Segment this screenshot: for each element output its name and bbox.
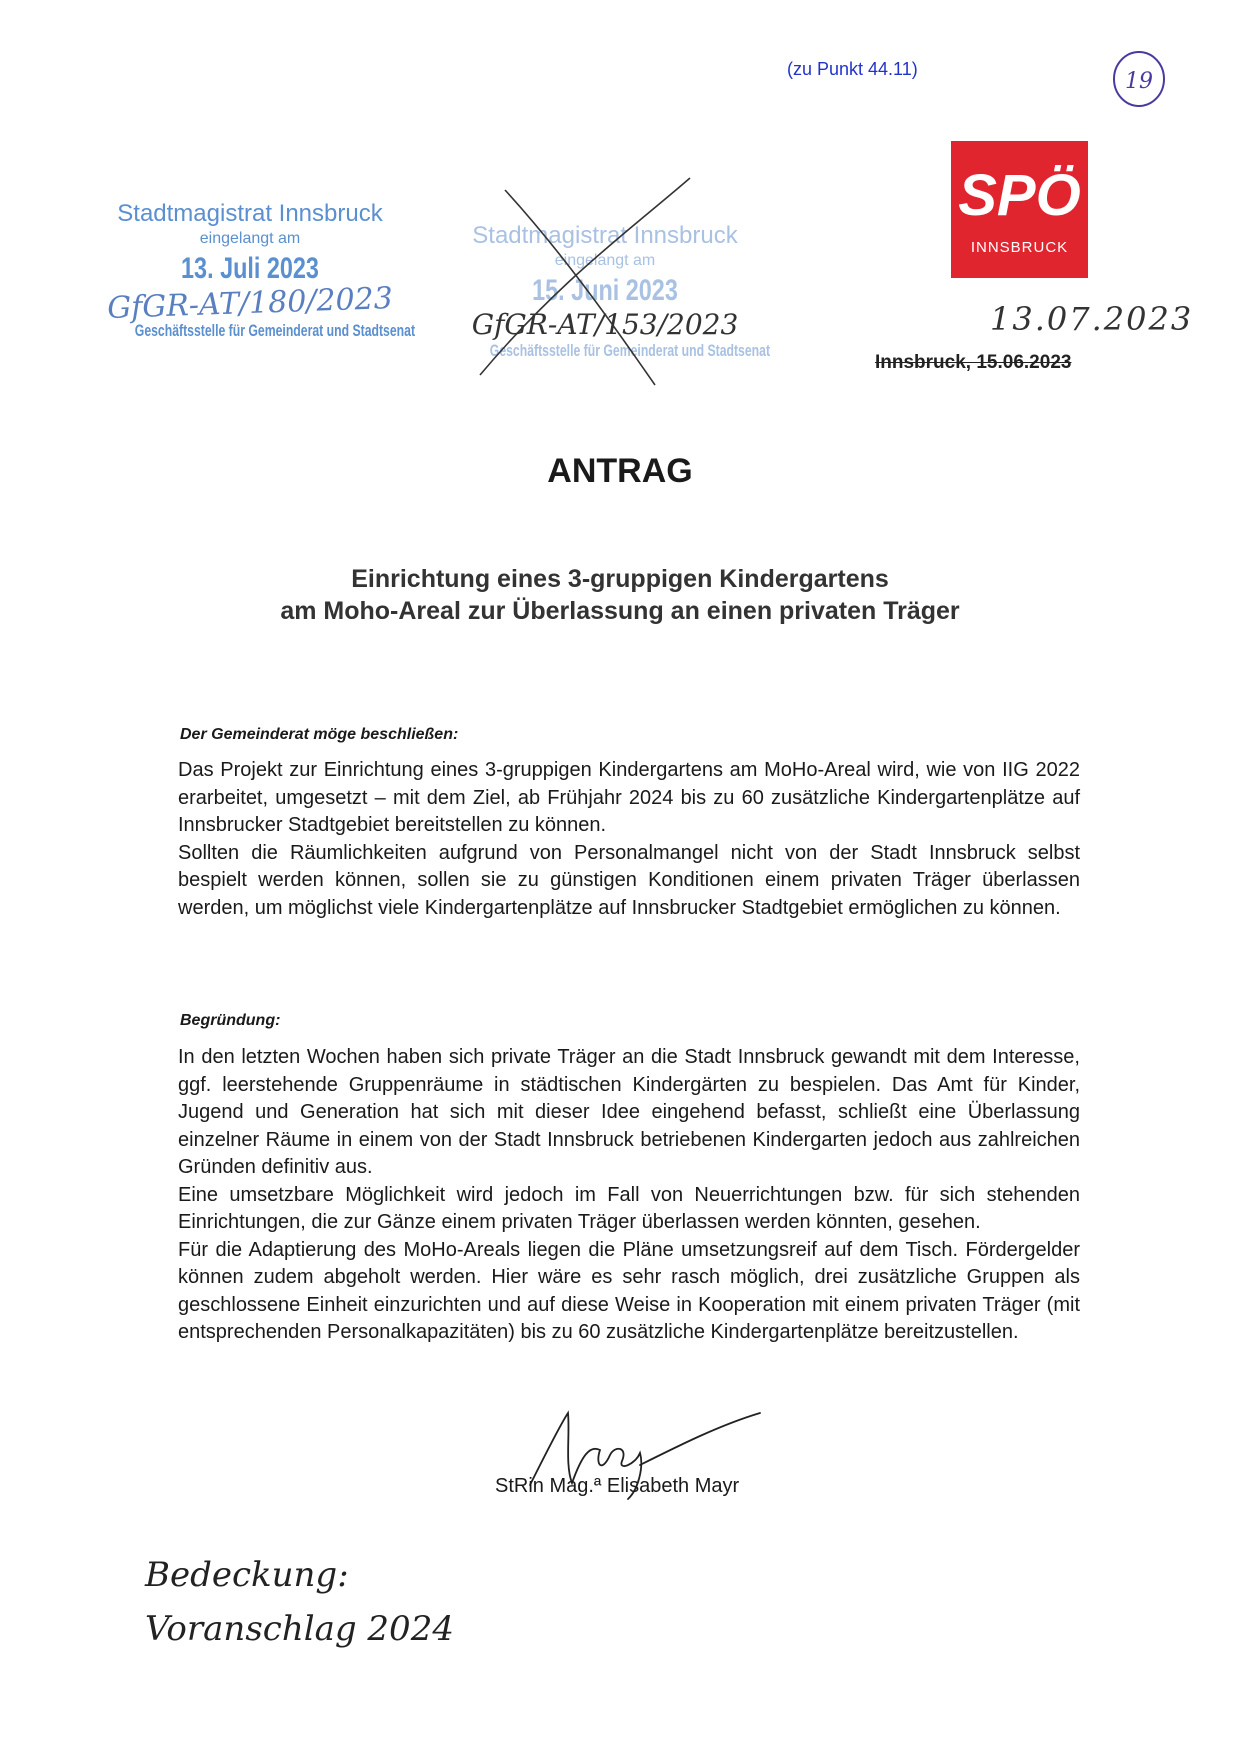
stamp-footer: Geschäftsstelle für Gemeinderat und Stadtsenat (489, 341, 771, 360)
motion-paragraph-2: Sollten die Räumlichkeiten aufgrund von Personalmangel nicht von der Stadt Innsbruck selbst bespielt werden können, sollen sie zu günstigen Konditionen einem privaten Träger überlassen werden, um möglichst viele Kindergartenplätze auf Innsbrucker Stadtgebiet ermöglichen zu können. (178, 841, 1080, 919)
document-subtitle-line1: Einrichtung eines 3-gruppigen Kindergartens (351, 565, 889, 593)
printed-date-struck: Innsbruck, 15.06.2023 (875, 352, 1072, 373)
cross-out-mark (450, 170, 710, 390)
logo-subtext: INNSBRUCK (970, 239, 1069, 256)
stamp-date: 15. Juni 2023 (532, 274, 678, 307)
logo-text: SPÖ (958, 163, 1081, 228)
reason-paragraph-1: In den letzten Wochen haben sich private Träger an die Stadt Innsbruck gewandt mit dem Interesse, ggf. leerstehende Gruppenräume in städtischen Kindergärten zu bespielen. Das Amt für Kinder, Jugend und Generation hat sich mit dieser Idee eingehend befasst, schließt eine Überlassung einzelner Räume in einem von der Stadt Innsbruck betriebenen Kindergarten jedoch aus zahlreichen Gründen definitiv aus. (178, 1046, 1080, 1178)
document-subtitle-line2: am Moho-Areal zur Überlassung an einen privaten Träger (280, 597, 960, 625)
stamp-subtitle: eingelangt am (554, 252, 656, 269)
stamp-date: 13. Juli 2023 (181, 252, 319, 285)
signer-name: StRin Mag.ª Elisabeth Mayr (495, 1475, 740, 1497)
reason-paragraph-3: Für die Adaptierung des MoHo-Areals liegen die Pläne umsetzungsreif auf dem Tisch. Fördergelder können zudem abgeholt werden. Hier wäre es sehr rasch möglich, drei zusätzliche Gruppen als geschlossene Einheit einzurichten und auf diese Weise in Kooperation mit einem privaten Träger (mit entsprechenden Personalkapazitäten) bis zu 60 zusätzliche Kindergartenplätze bereitzustellen. (178, 1238, 1080, 1343)
document-title: ANTRAG (547, 452, 693, 490)
stamp-subtitle: eingelangt am (199, 230, 301, 247)
spoe-logo (951, 141, 1088, 278)
received-stamp-1 (90, 200, 416, 341)
handwritten-note-line2: Voranschlag 2024 (145, 1609, 454, 1649)
handwritten-note-line1: Bedeckung: (145, 1555, 349, 1595)
stamp-footer: Geschäftsstelle für Gemeinderat und Stadtsenat (134, 321, 416, 340)
stamp-file-number: GfGR-AT/153/2023 (471, 308, 739, 341)
handwritten-date: 13.07.2023 (990, 300, 1194, 338)
motion-text (178, 757, 1080, 922)
motion-label: Der Gemeinderat möge beschließen: (180, 726, 459, 743)
stamp-file-number: GfGR-AT/180/2023 (106, 281, 394, 326)
handwritten-budget-note (145, 1548, 454, 1656)
stamp-title: Stadtmagistrat Innsbruck (117, 200, 383, 227)
stamp-title: Stadtmagistrat Innsbruck (472, 222, 738, 249)
page-number-text: 19 (1125, 69, 1153, 94)
motion-paragraph-1: Das Projekt zur Einrichtung eines 3-gruppigen Kindergartens am MoHo-Areal wird, wie von IIG 2022 erarbeitet, umgesetzt – mit dem Ziel, ab Frühjahr 2024 bis zu 60 zusätzliche Kindergartenplätze auf Innsbrucker Stadtgebiet bereitstellen zu können. (178, 759, 1080, 836)
reference-note: (zu Punkt 44.11) (787, 59, 918, 79)
reason-text (178, 1044, 1080, 1347)
circled-page-number (1110, 50, 1168, 108)
reason-paragraph-2: Eine umsetzbare Möglichkeit wird jedoch im Fall von Neuerrichtungen bzw. für sich stehenden Einrichtungen, die zur Gänze einem privaten Träger überlassen werden könnten, gesehen. (178, 1183, 1080, 1233)
reason-label: Begründung: (180, 1012, 281, 1029)
